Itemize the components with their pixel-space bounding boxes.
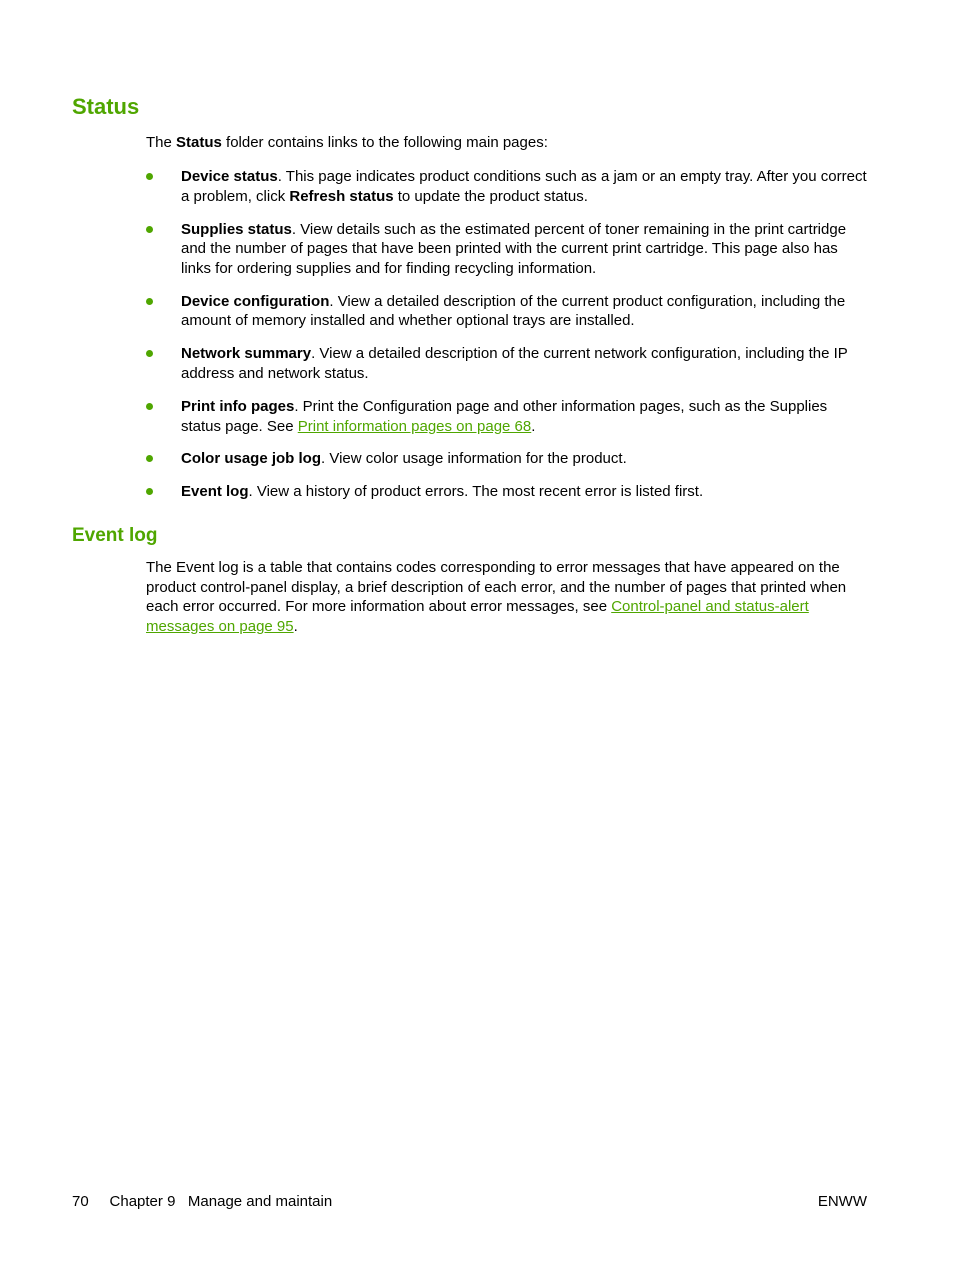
print-information-pages-link[interactable]: Print information pages on page 68 <box>297 417 532 435</box>
item-text-after: to update the product status. <box>393 187 588 205</box>
item-text: . View a detailed description of the current product configuration, including the amount of memory installed and whether optional trays are installed. <box>181 292 846 330</box>
bullet-icon <box>146 350 153 357</box>
footer-enww: ENWW <box>817 1193 867 1210</box>
item-text: . View details such as the estimated percent of toner remaining in the print cartridge and the number of pages that have been printed with the current print cartridge. This page also has links for ordering supplies and for finding recycling information. <box>181 220 847 277</box>
bullet-icon <box>146 173 153 180</box>
item-text: . View a detailed description of the current network configuration, including the IP address and network status. <box>181 345 848 382</box>
list-item-device-configuration <box>146 292 871 331</box>
intro-pre: The <box>146 134 177 151</box>
item-term: Event log <box>181 483 249 501</box>
status-intro <box>146 133 871 153</box>
footer-chapter: Chapter 9 <box>109 1193 176 1210</box>
list-item-supplies-status <box>146 220 871 279</box>
item-term: Print info pages <box>181 397 295 415</box>
list-item-network-summary <box>146 344 871 383</box>
list-item-print-info-pages <box>146 397 871 436</box>
item-text: . View a history of product errors. The most recent error is listed first. <box>248 483 704 501</box>
subsection-title-event-log: Event log <box>72 525 158 546</box>
control-panel-messages-link[interactable]: Control-panel and status-alert messages on page 95 <box>146 598 809 635</box>
intro-bold-status: Status <box>176 134 222 151</box>
footer-page-number: 70 <box>72 1193 89 1210</box>
item-term: Supplies status <box>181 220 292 238</box>
item-term: Device configuration <box>181 292 330 310</box>
event-log-after: . <box>293 617 298 635</box>
item-term: Color usage job log <box>181 450 322 468</box>
item-bold-refresh-status: Refresh status <box>289 187 394 205</box>
intro-post: folder contains links to the following main pages: <box>221 134 548 151</box>
item-text-after: . <box>531 417 536 435</box>
list-item-color-usage-job-log <box>146 449 871 469</box>
event-log-paragraph <box>146 558 871 636</box>
page-footer <box>72 1192 867 1212</box>
bullet-icon <box>146 455 153 462</box>
section-title-status: Status <box>72 94 140 119</box>
bullet-icon <box>146 226 153 233</box>
item-text: . View color usage information for the product. <box>321 450 627 468</box>
status-pages-list <box>146 167 871 515</box>
bullet-icon <box>146 298 153 305</box>
event-log-text: The Event log is a table that contains codes corresponding to error messages that have appeared on the product control-panel display, a brief description of each error, and the number of pages that printed when each error occurred. For more information about error messages, see <box>146 559 847 616</box>
bullet-icon <box>146 488 153 495</box>
item-term: Network summary <box>181 345 312 363</box>
item-term: Device status <box>181 168 278 185</box>
footer-left <box>72 1192 867 1212</box>
list-item-device-status <box>146 167 871 206</box>
footer-chapter-title: Manage and maintain <box>187 1193 333 1210</box>
list-item-event-log <box>146 482 871 502</box>
bullet-icon <box>146 403 153 410</box>
item-text: . This page indicates product conditions such as a jam or an empty tray. After you correct a problem, click <box>181 168 867 205</box>
item-text: . Print the Configuration page and other information pages, such as the Supplies status page. See <box>181 397 828 435</box>
